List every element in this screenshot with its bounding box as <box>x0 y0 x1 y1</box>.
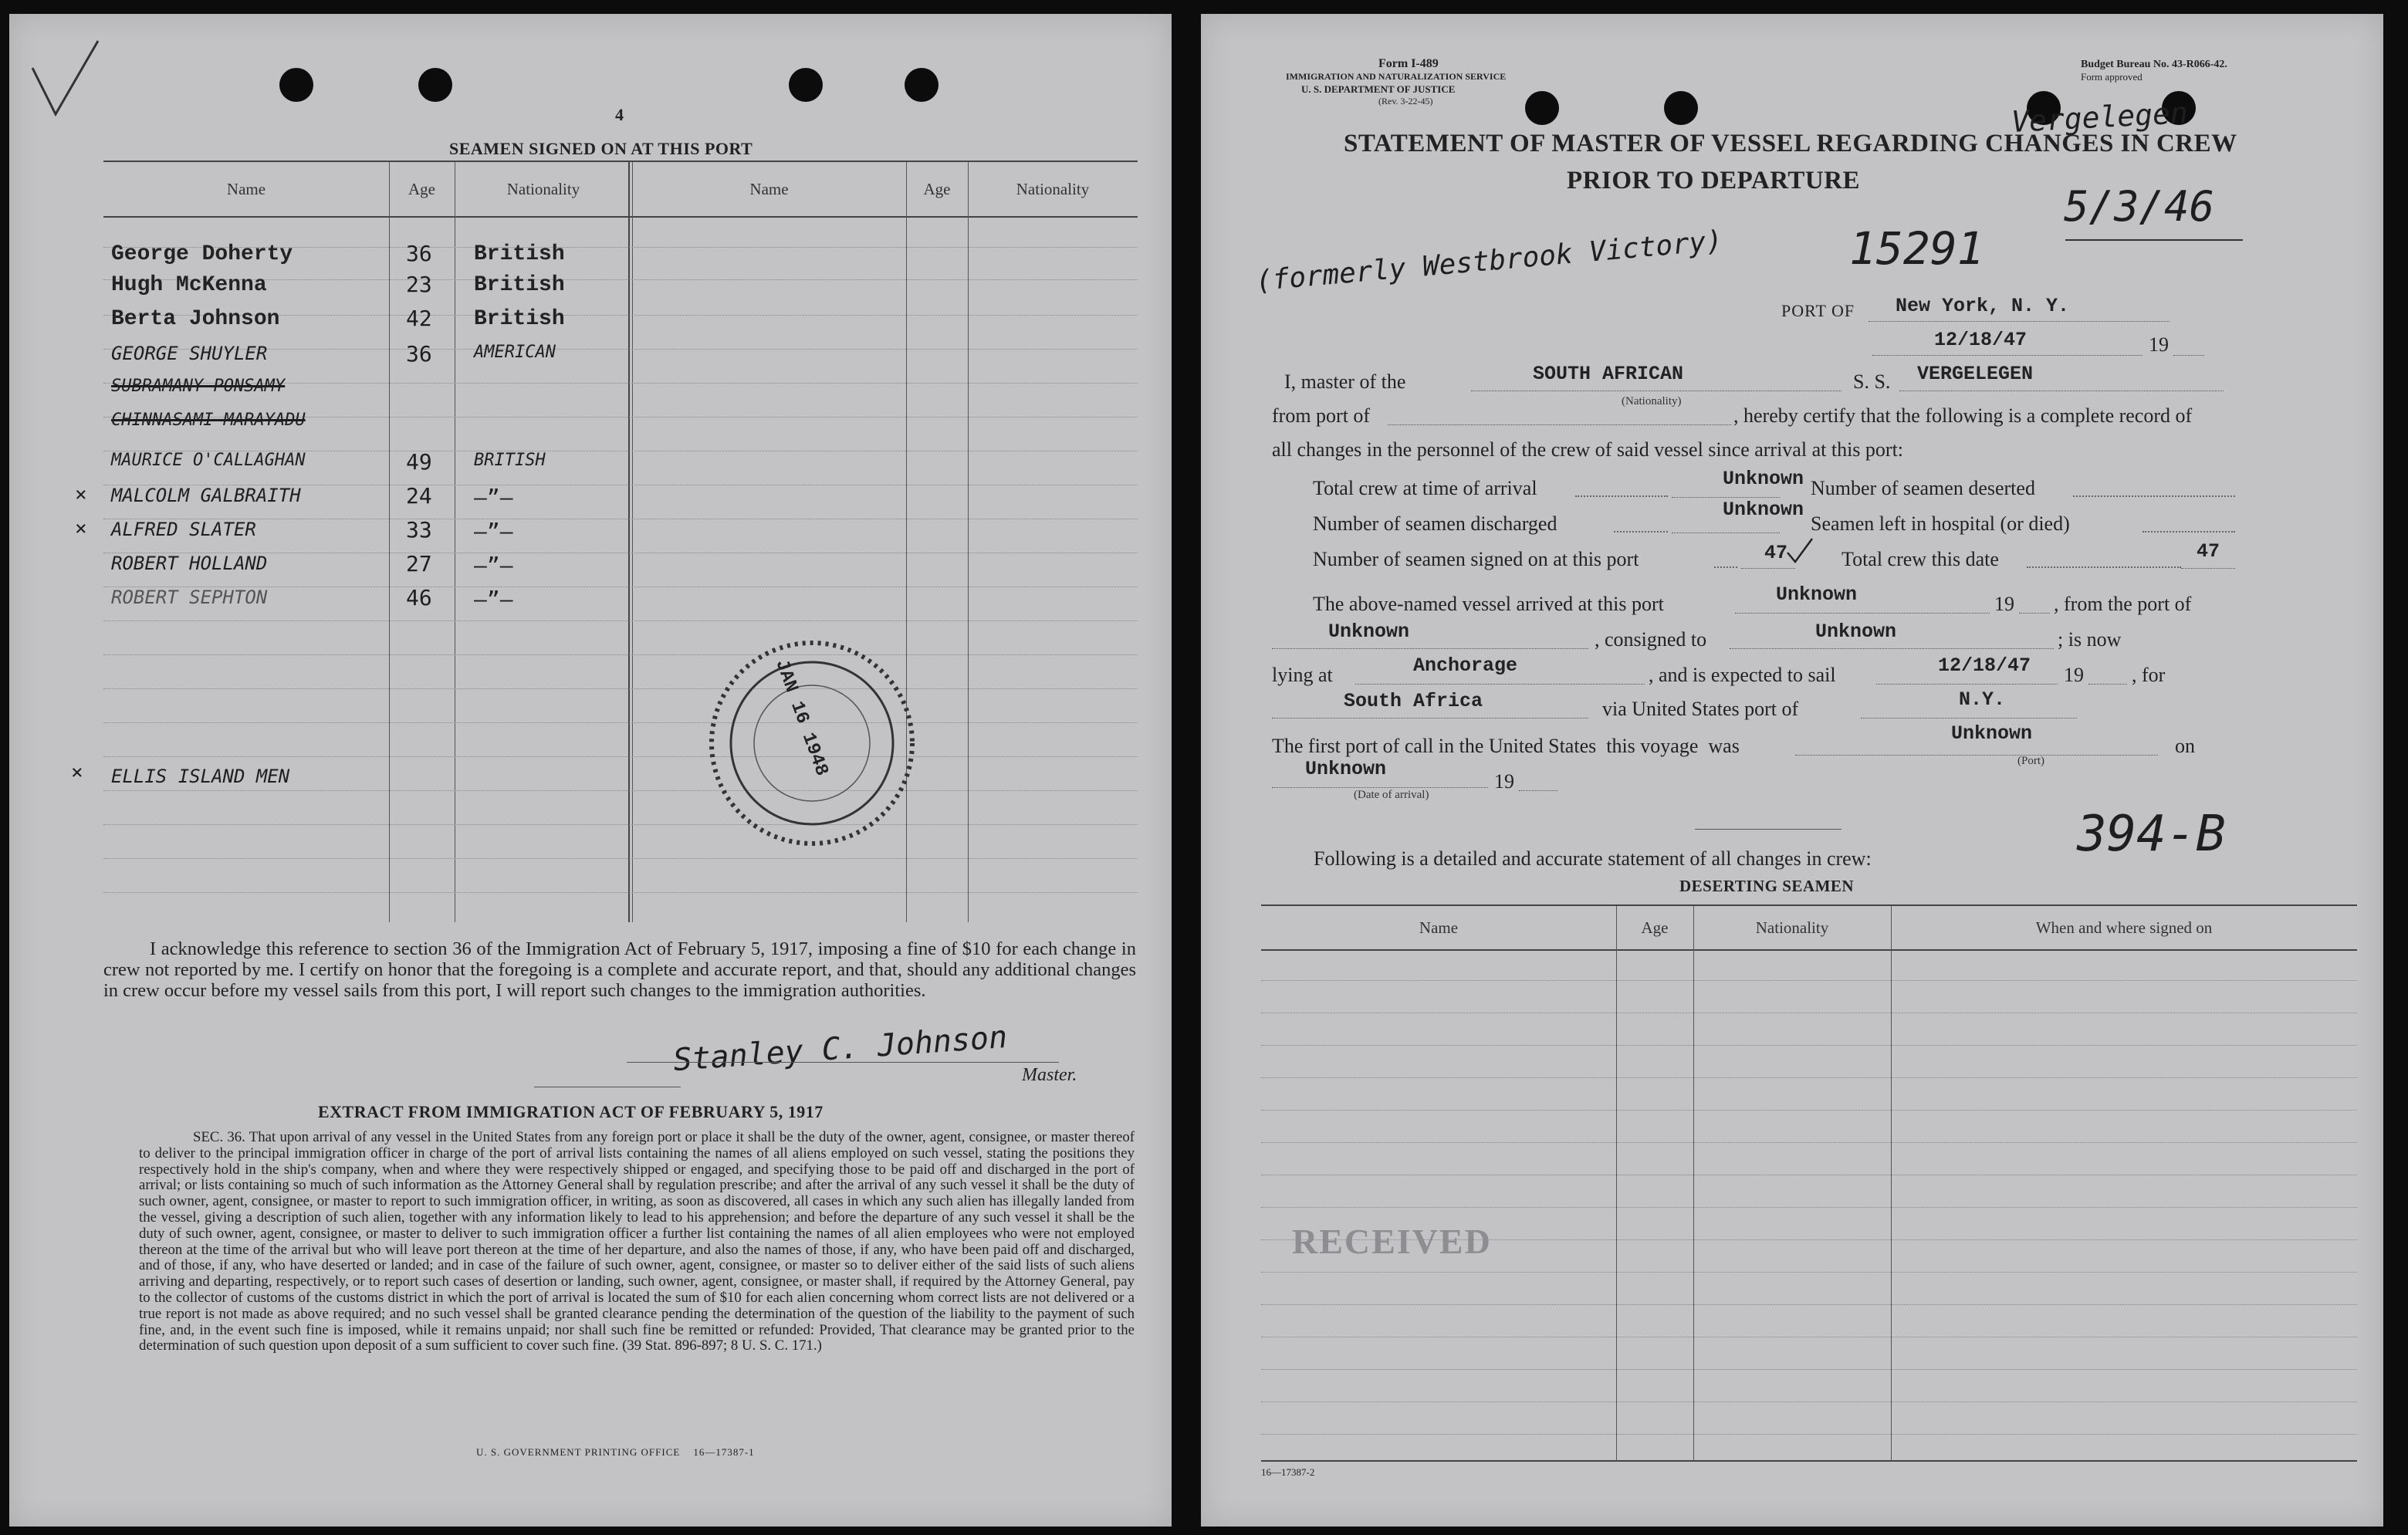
year-prefix: 19 <box>2149 333 2169 356</box>
port-of-value: New York, N. Y. <box>1896 295 2070 317</box>
port-caption: (Port) <box>2017 755 2044 767</box>
crew-nationality: —”— <box>474 553 513 578</box>
total-crew-date-value: 47 <box>2197 540 2220 563</box>
extract-title: EXTRACT FROM IMMIGRATION ACT OF FEBRUARY 5, 1917 <box>318 1102 824 1121</box>
punch-hole <box>279 68 313 102</box>
first-call-value: Unknown <box>1951 722 2033 745</box>
discharged-value: Unknown <box>1723 499 1804 521</box>
punch-hole <box>789 68 823 102</box>
received-stamp: RECEIVED <box>1292 1222 1492 1261</box>
crew-nationality: British <box>474 242 565 266</box>
signed-on-value: 47 <box>1764 542 1788 564</box>
crew-age: 33 <box>406 517 432 543</box>
handwritten-former-name: (formerly Westbrook Victory) <box>1254 225 1724 298</box>
table-row <box>103 549 628 583</box>
table-row <box>103 239 628 273</box>
certify-text: , hereby certify that the following is a complete record of <box>1733 404 2193 427</box>
via-label: via United States port of <box>1602 698 1799 720</box>
agency-line-2: U. S. DEPARTMENT OF JUSTICE <box>1301 83 1456 95</box>
arrived-label: The above-named vessel arrived at this port <box>1313 593 1664 615</box>
arrived-value: Unknown <box>1776 583 1858 606</box>
handwritten-vessel-name: Vergelegen <box>2011 96 2189 139</box>
crew-age: 36 <box>406 341 432 367</box>
ellis-island-note: ELLIS ISLAND MEN <box>111 766 290 787</box>
margin-mark: × <box>75 517 87 540</box>
table-row <box>103 583 628 617</box>
crew-age: 49 <box>406 449 432 475</box>
crew-nationality: —”— <box>474 587 513 612</box>
left-page <box>9 14 1172 1527</box>
crew-nationality: —”— <box>474 519 513 544</box>
total-crew-date-label: Total crew this date <box>1842 548 1999 570</box>
punch-hole <box>418 68 452 102</box>
crew-table <box>103 161 1138 922</box>
hospital-label: Seamen left in hospital (or died) <box>1811 512 2070 535</box>
extract-text: SEC. 36. That upon arrival of any vessel in the United States from any foreign port or place it shall be the duty of the owner, agent, consignee, or master thereof to deliver to the principal immigration officer in charge of the port of arrival lists containing the names of all aliens employed on such vessel, stating the positions they respectively hold in the ship's company, when and where they were respectively shipped or engaged, and specifying those to be paid off and discharged in the port of arrival; or lists containing so much of such information as the Attorney General shall by regulation prescribe; and after the arrival of any such vessel it shall be the duty of such owner, agent, consignee, or master to report to such immigration officer, in writing, as soon as discovered, all cases in which any such alien has illegally landed from the vessel, giving a description of such alien, together with any information likely to lead to his apprehension; and before the departure of any such vessel it shall be the duty of such owner, agent, consignee, or master to deliver to such immigration officer a further list containing the names of all alien employees who were not employed thereon at the time of the arrival but who will leave port thereon at the time of her departure, and also the names of those, if any, who have been paid off and discharged, and of those, if any, who have deserted or landed; and in case of the failure of such owner, agent, consignee, or master so to deliver either of the said lists of such aliens arriving and departing, respectively, or to report such cases of desertion or landing, such owner, agent, consignee, or master shall, if required by the Attorney General, pay to the collector of customs of the customs district in which the port of arrival is located the sum of $10 for each alien concerning whom correct lists are not delivered or a true report is not made as above required; and no such vessel shall be granted clearance pending the determination of the question of the liability to the payment of such fine, and, in the event such fine is imposed, while it remains unpaid; nor shall such fine be remitted or refunded: Provided, That clearance may be granted prior to the determination of such question upon deposit of a sum sufficient to cover such fine. (39 Stat. 896-897; 8 U. S. C. 171.) <box>139 1129 1135 1354</box>
from-port-label: from port of <box>1272 404 1371 427</box>
file-number: 394-B <box>2077 806 2226 863</box>
port-of-label: PORT OF <box>1781 301 1855 320</box>
vessel-name: VERGELEGEN <box>1917 363 2034 385</box>
desert-header-signed-on: When and where signed on <box>2035 918 2213 937</box>
crew-name: George Doherty <box>111 242 293 266</box>
page-number: 4 <box>615 105 624 124</box>
crew-name: GEORGE SHUYLER <box>111 343 268 364</box>
right-page <box>1201 14 2383 1527</box>
checkmark-icon <box>25 37 110 122</box>
form-title-line-1: STATEMENT OF MASTER OF VESSEL REGARDING CHANGES IN CREW <box>1344 130 2237 157</box>
total-crew-arrival: Unknown <box>1723 468 1804 490</box>
table-row <box>103 304 628 338</box>
margin-mark: × <box>75 483 87 506</box>
checkmark-icon <box>1784 536 1815 566</box>
crew-name: ALFRED SLATER <box>111 519 256 540</box>
deserting-table <box>1261 904 2357 1462</box>
destination-value: South Africa <box>1344 690 1483 712</box>
column-header-nationality-2: Nationality <box>1016 179 1090 198</box>
master-signature: Stanley C. Johnson <box>671 1019 1009 1079</box>
nationality-caption: (Nationality) <box>1622 395 1682 407</box>
punch-hole <box>1664 91 1698 125</box>
stamp-date: JAN 16 1948 <box>770 657 832 779</box>
consigned-to-value: Unknown <box>1815 620 1897 643</box>
via-port-value: N.Y. <box>1959 688 2006 711</box>
year-prefix-sail: 19 <box>2064 664 2084 686</box>
column-header-name: Name <box>226 179 266 198</box>
crew-age: 46 <box>406 585 432 610</box>
consigned-label: , consigned to <box>1595 628 1707 651</box>
arrival-caption: (Date of arrival) <box>1354 789 1429 801</box>
punch-hole <box>1525 91 1559 125</box>
certify-text-2: all changes in the personnel of the crew of said vessel since arrival at this port: <box>1272 438 1904 461</box>
crew-name: Hugh McKenna <box>111 273 267 297</box>
table-row <box>103 374 628 407</box>
year-prefix-arrived: 19 <box>1994 593 2014 615</box>
table-row <box>103 482 628 516</box>
form-approved: Form approved <box>2081 71 2143 83</box>
column-header-age-2: Age <box>923 179 951 198</box>
year-prefix-arrival: 19 <box>1494 770 1514 793</box>
agency-line-1: IMMIGRATION AND NATURALIZATION SERVICE <box>1286 71 1507 82</box>
margin-mark: × <box>71 761 83 784</box>
crew-name: MAURICE O'CALLAGHAN <box>111 451 306 470</box>
lying-at-label: lying at <box>1272 664 1333 686</box>
master-label: Master. <box>1022 1065 1077 1085</box>
deserted-label: Number of seamen deserted <box>1811 477 2035 499</box>
column-header-age: Age <box>408 179 435 198</box>
table-row <box>103 516 628 549</box>
desert-header-nationality: Nationality <box>1755 918 1829 937</box>
crew-age: 23 <box>406 272 432 297</box>
column-header-nationality: Nationality <box>506 179 580 198</box>
for-label: , for <box>2132 664 2166 686</box>
sail-date: 12/18/47 <box>1938 654 2031 677</box>
printer-imprint: 16—17387-2 <box>1261 1466 1315 1478</box>
table-row <box>103 340 628 374</box>
crew-name: SUBRAMANY PONSAMY <box>111 377 286 396</box>
desert-header-name: Name <box>1419 918 1459 937</box>
statement-date: 12/18/47 <box>1934 329 2028 351</box>
crew-age: 36 <box>406 241 432 266</box>
crew-age: 42 <box>406 306 432 331</box>
is-now-label: ; is now <box>2058 628 2122 651</box>
from-the-port-label: , from the port of <box>2054 593 2192 615</box>
crew-name: ROBERT SEPHTON <box>111 587 268 608</box>
from-port-value: Unknown <box>1328 620 1410 643</box>
ss-label: S. S. <box>1853 370 1891 393</box>
certification-text: I acknowledge this reference to section 36 of the Immigration Act of February 5, 1917, imposing a fine of $10 for each change in crew not reported by me. I certify on honor that the foregoing is a complete and accurate report, and that, should any additional changes in crew occur before my vessel sails from this port, I will report such changes to the immigration authorities. <box>103 938 1136 1001</box>
printer-imprint: U. S. GOVERNMENT PRINTING OFFICE 16—17387-1 <box>476 1446 755 1458</box>
signed-on-label: Number of seamen signed on at this port <box>1313 548 1639 570</box>
punch-hole <box>905 68 939 102</box>
form-title-line-2: PRIOR TO DEPARTURE <box>1567 167 1861 194</box>
crew-age: 24 <box>406 483 432 509</box>
crew-nationality: British <box>474 307 565 331</box>
arrival-date-value: Unknown <box>1305 758 1387 780</box>
table-row <box>103 448 628 482</box>
crew-nationality: —”— <box>474 485 513 510</box>
total-crew-arrival-label: Total crew at time of arrival <box>1313 477 1537 499</box>
master-of-label: I, master of the <box>1284 370 1406 393</box>
crew-name: CHINNASAMI MARAYADU <box>111 411 306 430</box>
handwritten-date: 5/3/46 <box>2064 182 2215 231</box>
crew-nationality: BRITISH <box>474 451 546 470</box>
handwritten-number: 15291 <box>1849 222 1984 275</box>
deserting-title: DESERTING SEAMEN <box>1679 877 1855 895</box>
crew-nationality: AMERICAN <box>474 343 556 362</box>
budget-bureau-number: Budget Bureau No. 43-R066-42. <box>2081 59 2227 70</box>
crew-nationality: British <box>474 273 565 297</box>
expected-label: , and is expected to sail <box>1649 664 1836 686</box>
section-title: SEAMEN SIGNED ON AT THIS PORT <box>449 139 753 158</box>
crew-name: Berta Johnson <box>111 307 280 331</box>
nationality-value: SOUTH AFRICAN <box>1533 363 1684 385</box>
following-text: Following is a detailed and accurate statement of all changes in crew: <box>1314 847 1872 870</box>
desert-header-age: Age <box>1641 918 1669 937</box>
crew-age: 27 <box>406 551 432 576</box>
column-header-name-2: Name <box>749 179 789 198</box>
lying-at-value: Anchorage <box>1413 654 1518 677</box>
crew-name: ROBERT HOLLAND <box>111 553 268 574</box>
on-label: on <box>2175 735 2195 757</box>
form-revision: (Rev. 3-22-45) <box>1378 96 1433 107</box>
discharged-label: Number of seamen discharged <box>1313 512 1557 535</box>
first-call-label: The first port of call in the United States this voyage was <box>1272 735 1740 757</box>
table-row <box>103 407 628 441</box>
form-number: Form I-489 <box>1378 57 1439 70</box>
crew-name: MALCOLM GALBRAITH <box>111 485 301 506</box>
table-row <box>103 270 628 304</box>
